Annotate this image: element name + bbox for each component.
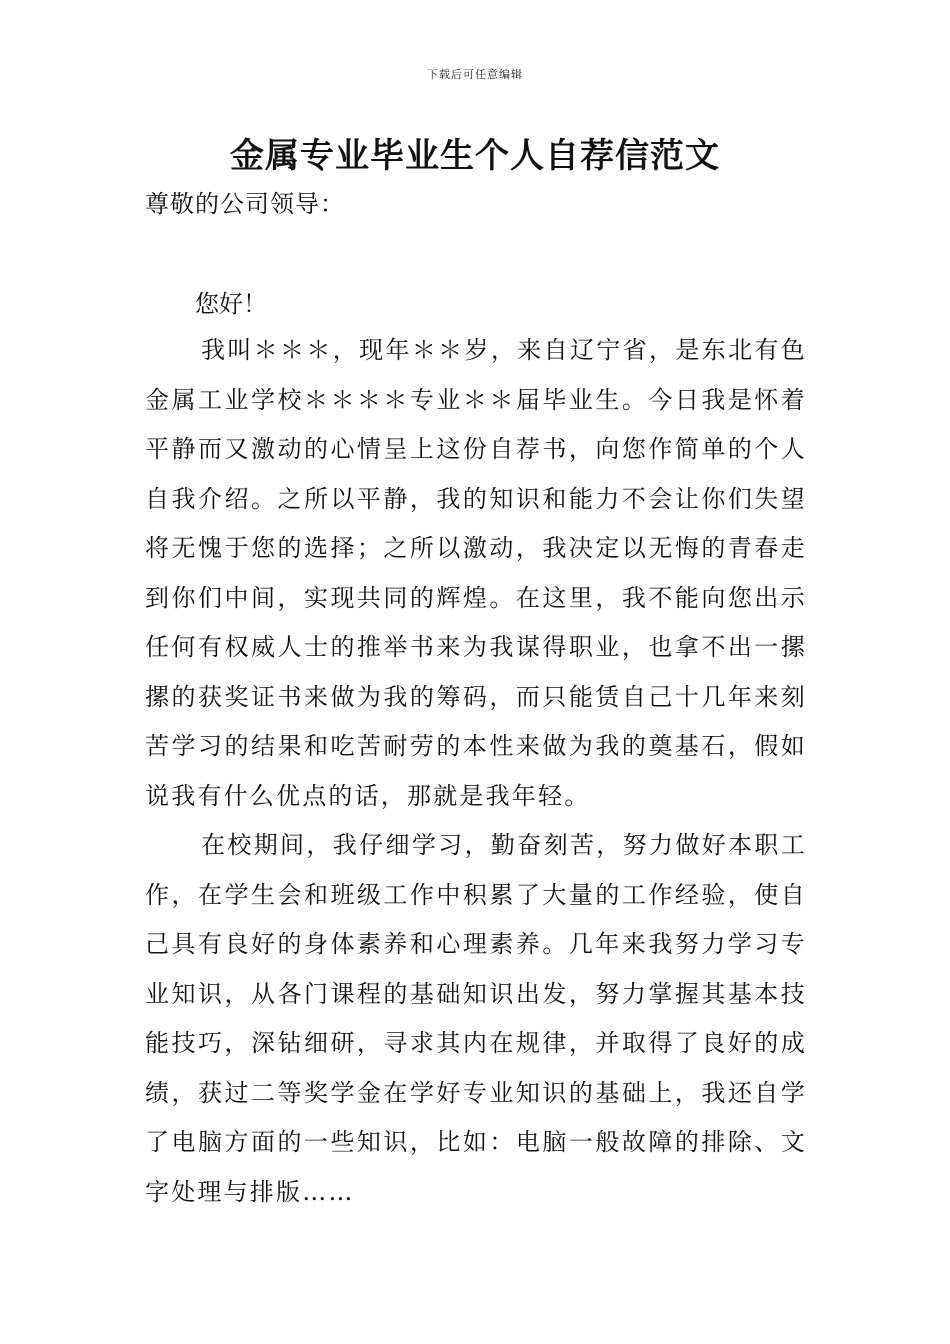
document-title: 金属专业毕业生个人自荐信范文 [230, 136, 720, 176]
paragraph-school: 在校期间，我仔细学习，勤奋刻苦，努力做好本职工作，在学生会和班级工作中积累了大量的工作经验，使自己具有良好的身体素养和心理素养。几年来我努力学习专业知识，从各门课程的基础知识出发，努力掌握其基本技能技巧，深钻细研，寻求其内在规律，并取得了良好的成绩，获过二等奖学金在学好专业知识的基础上，我还自学了电脑方面的一些知识，比如：电脑一般故障的排除、文字处理与排版…… [145, 831, 807, 1206]
greeting: 您好！ [195, 290, 267, 318]
header-note: 下载后可任意编辑 [427, 68, 523, 81]
paragraph-intro: 我叫＊＊＊，现年＊＊岁，来自辽宁省，是东北有色金属工业学校＊＊＊＊专业＊＊届毕业生。今日我是怀着平静而又激动的心情呈上这份自荐书，向您作简单的个人自我介绍。之所以平静，我的知识和能力不会让你们失望将无愧于您的选择；之所以激动，我决定以无悔的青春走到你们中间，实现共同的辉煌。在这里，我不能向您出示任何有权威人士的推举书来为我谋得职业，也拿不出一摞摞的获奖证书来做为我的筹码，而只能赁自己十几年来刻苦学习的结果和吃苦耐劳的本性来做为我的奠基石，假如说我有什么优点的话，那就是我年轻。 [145, 336, 807, 810]
salutation: 尊敬的公司领导： [145, 190, 345, 218]
letter-body [145, 326, 807, 1217]
